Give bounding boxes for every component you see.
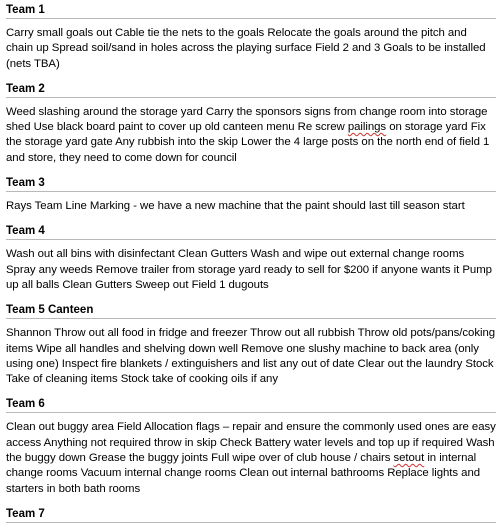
team-6-tasks-part-1: Clean out buggy area Field Allocation flags – repair and ensure the commonly used ones are easy access Anything not required throw in skip Check Battery water levels and top up if required Wash the buggy down Grease the buggy joints Full wipe over of club house / chairs bbox=[6, 421, 496, 465]
team-6-tasks-part-2: in internal change rooms Vacuum internal change rooms Clean out internal bathrooms Replace lights and starters in both bath rooms bbox=[6, 452, 481, 495]
team-5-tasks: Shannon Throw out all food in fridge and freezer Throw out all rubbish Throw old pots/pans/coking items Wipe all handles and shelving down well Remove one slushy machine to back area (only using one) Inspect fire blankets / extinguishers and list any out of date Clear out the laundry Stock Take of cleaning items Stock take of cooking oils if any bbox=[6, 327, 496, 386]
team-7-section bbox=[6, 507, 496, 523]
team-2-tasks-part-2: on storage yard Fix the storage yard gate Any rubbish into the skip Lower the 4 large posts on the north end of field 1 and store, they need to come down for council bbox=[6, 121, 490, 164]
team-1-section bbox=[6, 3, 496, 72]
team-2-tasks bbox=[6, 105, 496, 166]
team-2-section bbox=[6, 82, 496, 166]
team-6-section bbox=[6, 397, 496, 496]
spelling-flag-setout: setout bbox=[393, 452, 425, 465]
team-5-heading: Team 5 Canteen bbox=[6, 303, 496, 319]
team-4-heading: Team 4 bbox=[6, 224, 496, 240]
team-7-heading: Team 7 bbox=[6, 507, 496, 523]
team-3-tasks: Rays Team Line Marking - we have a new machine that the paint should last till season start bbox=[6, 200, 465, 213]
team-4-tasks: Wash out all bins with disinfectant Clean Gutters Wash and wipe out external change rooms Spray any weeds Remove trailer from storage yard ready to sell for $200 if anyone wants it Pump up all balls Clean Gutters Sweep out Field 1 dugouts bbox=[6, 248, 492, 291]
team-2-tasks-part-1: Weed slashing around the storage yard Carry the sponsors signs from change room into storage shed Use black board paint to cover up old canteen menu Re screw bbox=[6, 105, 488, 134]
document-page bbox=[6, 0, 496, 523]
spelling-flag-pailings: pailings bbox=[347, 121, 387, 134]
team-3-heading: Team 3 bbox=[6, 176, 496, 192]
team-6-tasks bbox=[6, 420, 496, 496]
team-1-heading: Team 1 bbox=[6, 3, 496, 19]
team-3-section bbox=[6, 176, 496, 214]
team-6-heading: Team 6 bbox=[6, 397, 496, 413]
team-1-tasks: Carry small goals out Cable tie the nets to the goals Relocate the goals around the pitch and chain up Spread soil/sand in holes across the playing surface Field 2 and 3 Goals to be installed (nets TBA) bbox=[6, 27, 486, 70]
team-4-section bbox=[6, 224, 496, 293]
team-5-section bbox=[6, 303, 496, 387]
team-2-heading: Team 2 bbox=[6, 82, 496, 98]
